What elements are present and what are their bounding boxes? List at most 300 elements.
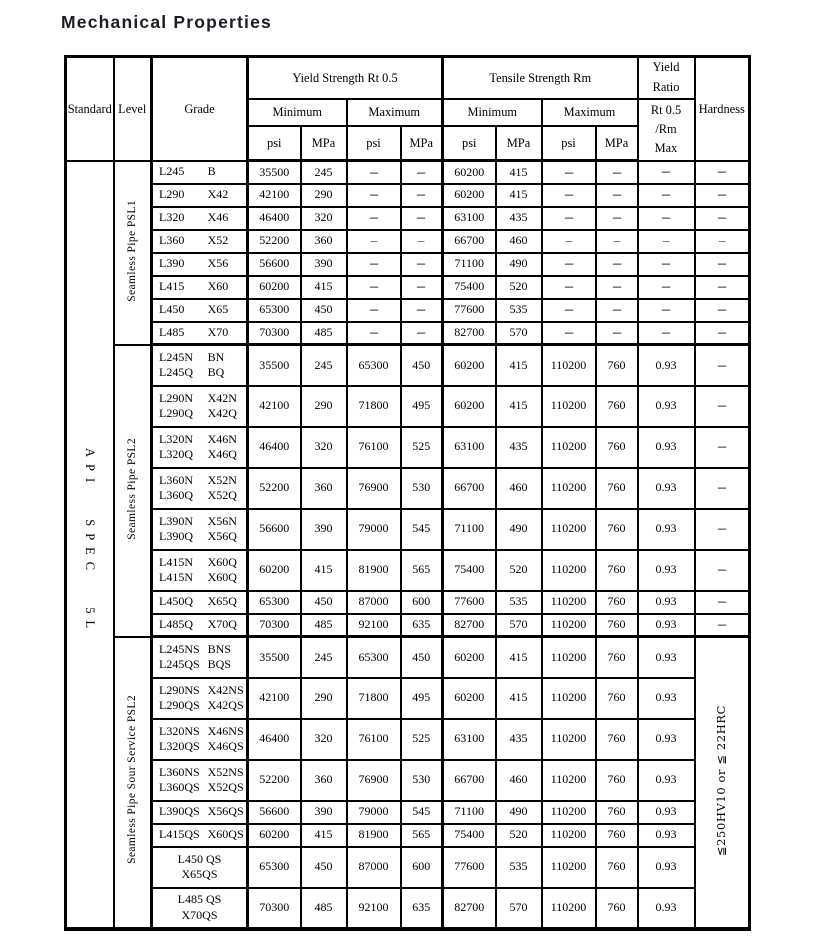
yield-min-psi-cell: 65300 [248,591,301,614]
hardness-cell [695,161,750,184]
yield-min-mpa-cell: 485 [301,614,347,637]
yield-min-mpa-cell: 450 [301,299,347,322]
grade-x-designation: X60Q [207,554,237,569]
tensile-min-mpa-cell: 570 [496,322,542,345]
dash-value: – [717,562,726,577]
tensile-max-mpa-cell [596,161,638,184]
grade-x-designation: X46Q [207,447,237,462]
table-row [66,801,750,824]
table-row [66,345,750,386]
yield-min-mpa-cell: 415 [301,276,347,299]
tensile-min-mpa-cell: 490 [496,253,542,276]
dash-value: – [370,233,377,248]
yield-max-psi-cell: 87000 [347,591,401,614]
grade-name: L245NS [159,641,200,656]
grade-name: L320Q [159,447,193,462]
table-row [66,591,750,614]
tensile-min-psi-cell: 77600 [443,591,496,614]
tensile-max-psi-cell: 110200 [542,824,596,847]
yield-min-psi-cell: 46400 [248,427,301,468]
level-cell [114,161,152,345]
yield-ratio-cell: 0.93 [638,509,695,550]
grade-x-designation: X65Q [207,594,237,609]
yield-max-mpa-cell: 600 [401,847,443,888]
grade-cell [152,678,248,719]
yield-min-psi-cell: 42100 [248,184,301,207]
dash-value: – [369,256,378,271]
grade-line [159,447,240,463]
tensile-max-psi-cell [542,207,596,230]
grade-x-designation: BQS [207,657,231,672]
tensile-max-psi-cell: 110200 [542,760,596,801]
grade-x-designation: X46N [207,431,237,446]
standard-label: API SPEC 5L [82,448,97,636]
yield-ratio-cell: 0.93 [638,427,695,468]
grade-cell [152,345,248,386]
hardness-label: ≦250HV10 or ≦ 22HRC [714,704,729,856]
grade-name: L320NS [159,723,200,738]
level-label: Seamless Pipe Sour Service PSL2 [125,695,138,865]
tensile-max-mpa-cell: 760 [596,591,638,614]
grade-name: L245Q [159,365,193,380]
tensile-min-psi-cell: 75400 [443,276,496,299]
grade-line [159,617,240,633]
tensile-max-mpa-cell [596,253,638,276]
dash-value: – [564,187,573,202]
yield-min-mpa-cell: 360 [301,468,347,509]
dash-value: – [661,210,671,225]
table-row [66,614,750,637]
grade-name: L485 QS [177,892,222,907]
dash-value: – [612,164,621,179]
tensile-min-mpa-cell: 415 [496,161,542,184]
grade-line [159,723,244,740]
table-row [66,888,750,929]
dash-value: – [718,233,726,248]
grade-line [159,764,244,781]
dash-value: – [661,325,671,340]
yield-min-mpa-cell: 450 [301,847,347,888]
yield-min-psi-cell: 56600 [248,801,301,824]
table-row [66,509,750,550]
unit-mpa: MPa [301,126,347,161]
yield-max-psi-cell [347,299,401,322]
yield-max-psi-cell [347,253,401,276]
dash-value: – [661,187,671,202]
grade-name: X65QS [181,867,218,882]
tensile-min-mpa-cell: 570 [496,888,542,929]
yield-max-mpa-cell [401,207,443,230]
yield-ratio-cell [638,161,695,184]
dash-value: – [613,233,620,248]
grade-x-designation: X70Q [207,617,237,632]
yield-ratio-cell: 0.93 [638,824,695,847]
hardness-cell [695,207,750,230]
grade-line [159,867,240,883]
tensile-min-psi-cell: 66700 [443,468,496,509]
yield-ratio-cell: 0.93 [638,888,695,929]
yield-max-mpa-cell: 545 [401,801,443,824]
table-row [66,824,750,847]
yield-min-mpa-cell: 290 [301,678,347,719]
grade-name: L320QS [159,739,200,754]
dash-value: – [612,302,621,317]
tensile-max-mpa-cell: 760 [596,614,638,637]
yield-min-mpa-cell: 390 [301,801,347,824]
tensile-max-mpa-cell: 760 [596,427,638,468]
grade-x-designation: BNS [207,641,231,656]
grade-x-designation: X42NS [207,682,244,697]
yield-ratio-cell [638,230,695,253]
tensile-min-mpa-cell: 570 [496,614,542,637]
tensile-max-mpa-cell: 760 [596,847,638,888]
grade-name: L290QS [159,698,200,713]
col-header-level: Level [114,57,152,161]
yield-max-psi-cell: 76100 [347,427,401,468]
tensile-min-psi-cell: 71100 [443,801,496,824]
yield-max-psi-cell: 81900 [347,824,401,847]
dash-value: – [717,617,726,632]
grade-name: L290NS [159,682,200,697]
yield-max-psi-cell: 76900 [347,468,401,509]
grade-line [159,780,244,796]
grade-x-designation: X42Q [207,406,237,421]
hardness-cell [695,322,750,345]
yield-max-mpa-cell: 600 [401,591,443,614]
yield-min-mpa-cell: 245 [301,345,347,386]
unit-mpa: MPa [401,126,443,161]
tensile-max-mpa-cell: 760 [596,386,638,427]
tensile-min-mpa-cell: 490 [496,509,542,550]
dash-value: – [417,325,426,340]
grade-line [159,365,240,381]
unit-psi: psi [443,126,496,161]
tensile-min-psi-cell: 82700 [443,322,496,345]
dash-value: – [662,233,670,248]
yield-ratio-cell: 0.93 [638,550,695,591]
tensile-min-mpa-cell: 520 [496,824,542,847]
tensile-min-psi-cell: 60200 [443,184,496,207]
yield-max-mpa-cell: 525 [401,719,443,760]
tensile-max-mpa-cell [596,207,638,230]
tensile-min-psi-cell: 60200 [443,161,496,184]
col-header-yield-ratio-sub [638,99,695,161]
table-row [66,161,750,184]
hardness-cell [695,345,750,386]
yield-max-mpa-cell [401,299,443,322]
tensile-max-mpa-cell: 760 [596,637,638,678]
tensile-min-mpa-cell: 535 [496,591,542,614]
yield-ratio-cell: 0.93 [638,719,695,760]
yield-max-mpa-cell [401,230,443,253]
unit-psi: psi [542,126,596,161]
tensile-max-psi-cell [542,184,596,207]
grade-line [159,642,240,658]
grade-x-designation: BN [207,349,225,364]
dash-value: – [369,164,378,179]
grade-cell [152,509,248,550]
yield-ratio-cell: 0.93 [638,468,695,509]
dash-value: – [417,279,426,294]
yield-min-psi-cell: 65300 [248,847,301,888]
yield-min-psi-cell: 56600 [248,253,301,276]
grade-cell [152,888,248,929]
standard-cell [66,161,114,929]
dash-value: – [417,187,426,202]
grade-name: L245N [159,349,193,364]
grade-cell [152,207,248,230]
yield-min-mpa-cell: 360 [301,230,347,253]
yield-min-psi-cell: 52200 [248,230,301,253]
tensile-max-mpa-cell: 760 [596,678,638,719]
grade-x-designation: X56 [207,256,229,271]
hardness-cell [695,386,750,427]
yield-max-mpa-cell: 495 [401,386,443,427]
grade-name: L320N [159,431,193,446]
tensile-max-mpa-cell: 760 [596,888,638,929]
grade-x-designation: X42 [207,187,229,202]
grade-x-designation: X60QS [207,827,244,842]
grade-line [159,514,240,530]
yield-ratio-cell: 0.93 [638,678,695,719]
tensile-max-mpa-cell [596,322,638,345]
grade-x-designation: X52Q [207,488,237,503]
tensile-max-psi-cell: 110200 [542,509,596,550]
dash-value: – [564,210,573,225]
table-row [66,760,750,801]
yield-max-mpa-cell: 530 [401,760,443,801]
yield-ratio-sub-line: Rt 0.5 [650,102,682,117]
tensile-min-mpa-cell: 520 [496,550,542,591]
dash-value: – [417,164,426,179]
grade-line [159,210,240,226]
grade-name: L485 [159,325,185,340]
yield-max-psi-cell: 87000 [347,847,401,888]
table-row [66,253,750,276]
grade-cell [152,801,248,824]
dash-value: – [612,187,621,202]
tensile-max-psi-cell: 110200 [542,847,596,888]
dash-value: – [717,302,726,317]
grade-name: X70QS [181,907,218,922]
tensile-max-mpa-cell: 760 [596,824,638,847]
mechanical-properties-table [64,55,751,931]
tensile-max-psi-cell: 110200 [542,345,596,386]
grade-line [159,279,240,295]
tensile-min-psi-cell: 82700 [443,888,496,929]
grade-cell [152,614,248,637]
yield-max-psi-cell: 92100 [347,888,401,929]
yield-max-psi-cell: 65300 [347,637,401,678]
col-header-tensile-minimum: Minimum [443,99,542,126]
dash-value: – [417,233,425,248]
grade-x-designation: X56Q [207,529,237,544]
tensile-min-mpa-cell: 415 [496,678,542,719]
yield-ratio-cell: 0.93 [638,614,695,637]
yield-min-psi-cell: 52200 [248,760,301,801]
yield-ratio-cell [638,207,695,230]
grade-name: L360Q [159,488,193,503]
table-row [66,550,750,591]
tensile-min-psi-cell: 71100 [443,509,496,550]
hardness-cell [695,509,750,550]
grade-x-designation: X70 [207,325,229,340]
grade-name: L360N [159,472,193,487]
grade-line [159,852,240,868]
grade-name: L320 [159,210,185,225]
dash-value: – [417,210,426,225]
hardness-cell [695,299,750,322]
yield-min-mpa-cell: 290 [301,386,347,427]
hardness-cell [695,253,750,276]
yield-max-mpa-cell: 450 [401,637,443,678]
tensile-max-mpa-cell [596,299,638,322]
table-row [66,386,750,427]
hardness-cell [695,427,750,468]
tensile-min-mpa-cell: 520 [496,276,542,299]
grade-name: L290 [159,187,185,202]
grade-name: L450Q [159,594,193,609]
table-row [66,678,750,719]
hardness-cell [695,184,750,207]
grade-cell [152,322,248,345]
yield-max-psi-cell: 76100 [347,719,401,760]
grade-name: L390QS [159,804,200,819]
grade-name: L415QS [159,827,200,842]
yield-ratio-cell: 0.93 [638,760,695,801]
yield-max-mpa-cell: 565 [401,550,443,591]
tensile-max-psi-cell: 110200 [542,678,596,719]
yield-max-psi-cell: 65300 [347,345,401,386]
yield-ratio-cell [638,299,695,322]
yield-ratio-cell: 0.93 [638,637,695,678]
yield-ratio-cell: 0.93 [638,591,695,614]
yield-max-mpa-cell: 545 [401,509,443,550]
col-header-hardness: Hardness [695,57,750,161]
tensile-min-psi-cell: 75400 [443,550,496,591]
tensile-min-mpa-cell: 460 [496,230,542,253]
tensile-min-mpa-cell: 415 [496,345,542,386]
yield-min-psi-cell: 42100 [248,678,301,719]
grade-cell [152,299,248,322]
grade-x-designation: X52 [207,233,229,248]
dash-value: – [612,279,621,294]
yield-ratio-cell [638,253,695,276]
level-cell [114,637,152,929]
yield-max-psi-cell [347,207,401,230]
tensile-max-mpa-cell: 760 [596,345,638,386]
tensile-min-psi-cell: 66700 [443,230,496,253]
grade-x-designation: X60Q [207,570,237,585]
tensile-max-mpa-cell: 760 [596,550,638,591]
yield-min-psi-cell: 35500 [248,161,301,184]
tensile-min-psi-cell: 63100 [443,207,496,230]
tensile-min-psi-cell: 71100 [443,253,496,276]
tensile-min-psi-cell: 75400 [443,824,496,847]
tensile-min-mpa-cell: 415 [496,184,542,207]
tensile-max-psi-cell [542,253,596,276]
tensile-min-psi-cell: 77600 [443,299,496,322]
col-header-grade: Grade [152,57,248,161]
grade-name: L245 [159,164,185,179]
grade-line [159,302,240,318]
dash-value: – [717,439,726,454]
grade-x-designation: X52NS [207,764,244,779]
dash-value: – [565,233,572,248]
grade-x-designation: X60 [207,279,229,294]
dash-value: – [417,256,426,271]
grade-x-designation: X46NS [207,723,244,738]
yield-min-mpa-cell: 415 [301,550,347,591]
yield-min-psi-cell: 56600 [248,509,301,550]
tensile-min-mpa-cell: 535 [496,299,542,322]
grade-x-designation: X56N [207,513,237,528]
table-row [66,637,750,678]
unit-mpa: MPa [496,126,542,161]
yield-max-mpa-cell [401,276,443,299]
dash-value: – [717,398,726,413]
table-row [66,719,750,760]
grade-name: L415N [159,554,193,569]
yield-min-mpa-cell: 450 [301,591,347,614]
grade-line [159,594,240,610]
yield-max-psi-cell [347,184,401,207]
yield-max-mpa-cell [401,253,443,276]
table-row [66,427,750,468]
dash-value: – [564,325,573,340]
hardness-cell [695,614,750,637]
tensile-max-psi-cell: 110200 [542,427,596,468]
hardness-cell [695,230,750,253]
yield-max-mpa-cell: 635 [401,614,443,637]
grade-line [159,256,240,272]
yield-min-psi-cell: 60200 [248,550,301,591]
grade-cell [152,253,248,276]
col-header-tensile-maximum: Maximum [542,99,638,126]
grade-line [159,529,240,545]
yield-min-psi-cell: 46400 [248,207,301,230]
dash-value: – [717,325,726,340]
grade-cell [152,468,248,509]
dash-value: – [717,187,726,202]
yield-max-mpa-cell: 495 [401,678,443,719]
yield-ratio-cell: 0.93 [638,847,695,888]
dash-value: – [612,210,621,225]
yield-min-mpa-cell: 485 [301,888,347,929]
yield-max-psi-cell: 79000 [347,801,401,824]
dash-value: – [661,256,671,271]
yield-max-psi-cell [347,276,401,299]
tensile-max-psi-cell: 110200 [542,801,596,824]
tensile-min-psi-cell: 82700 [443,614,496,637]
yield-min-mpa-cell: 290 [301,184,347,207]
grade-name: L485Q [159,617,193,632]
tensile-min-psi-cell: 77600 [443,847,496,888]
grade-cell [152,591,248,614]
dash-value: – [661,302,671,317]
hardness-merged-cell [695,637,750,929]
tensile-max-psi-cell: 110200 [542,550,596,591]
dash-value: – [369,210,378,225]
dash-value: – [717,256,726,271]
yield-max-psi-cell: 92100 [347,614,401,637]
tensile-max-mpa-cell: 760 [596,509,638,550]
tensile-max-mpa-cell [596,184,638,207]
dash-value: – [661,279,671,294]
col-header-yield-ratio: Yield Ratio [638,57,695,99]
grade-line [159,488,240,504]
grade-line [159,432,240,448]
